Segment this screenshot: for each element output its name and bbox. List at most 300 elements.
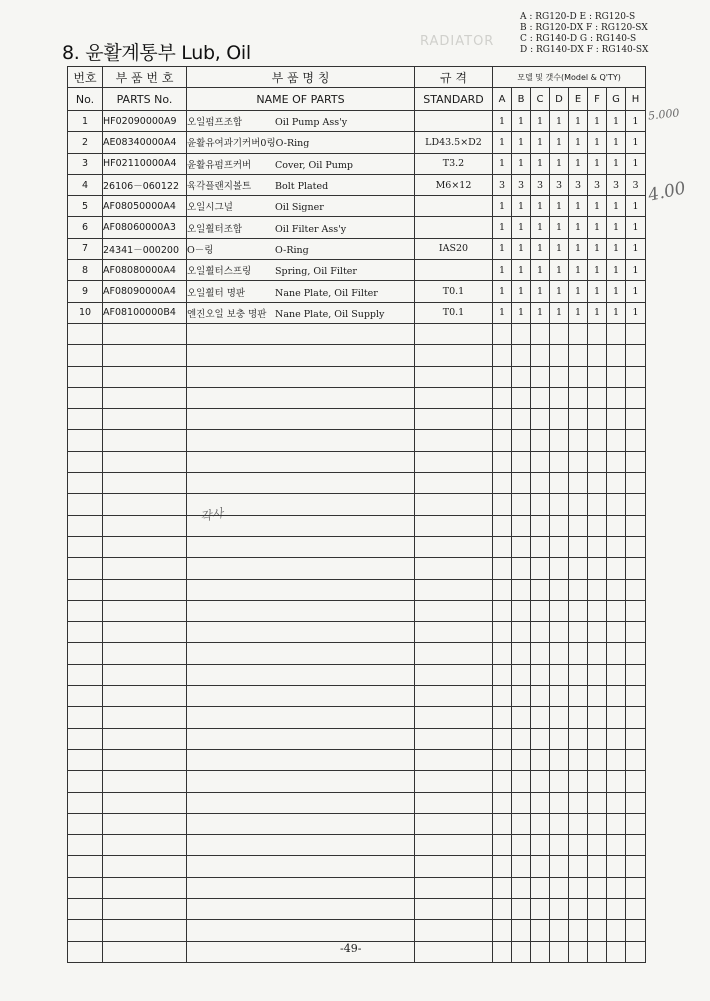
- qty-cell: 1: [569, 153, 588, 174]
- qty-cell: 1: [512, 196, 531, 217]
- empty-cell: [415, 494, 493, 515]
- empty-cell: [550, 600, 569, 621]
- empty-cell: [588, 409, 607, 430]
- table-row: [68, 174, 646, 195]
- empty-cell: [493, 622, 512, 643]
- qty-cell: 1: [607, 281, 626, 302]
- empty-cell: [512, 409, 531, 430]
- empty-cell: [607, 686, 626, 707]
- header-name-en: NAME OF PARTS: [187, 88, 415, 111]
- qty-cell: 3: [607, 174, 626, 195]
- empty-cell: [68, 643, 103, 664]
- part-name: [187, 111, 415, 132]
- empty-cell: [531, 728, 550, 749]
- qty-cell: 1: [531, 153, 550, 174]
- empty-cell: [187, 813, 415, 834]
- empty-cell: [512, 515, 531, 536]
- empty-cell: [607, 771, 626, 792]
- empty-cell: [588, 323, 607, 344]
- empty-cell: [626, 345, 646, 366]
- empty-cell: [415, 835, 493, 856]
- empty-table-row: [68, 473, 646, 494]
- empty-cell: [607, 877, 626, 898]
- empty-cell: [588, 600, 607, 621]
- empty-cell: [588, 558, 607, 579]
- empty-cell: [588, 664, 607, 685]
- empty-cell: [531, 536, 550, 557]
- empty-table-row: [68, 792, 646, 813]
- empty-cell: [588, 749, 607, 770]
- model-col-e: E: [569, 88, 588, 111]
- empty-cell: [588, 494, 607, 515]
- empty-cell: [493, 451, 512, 472]
- empty-cell: [626, 941, 646, 962]
- empty-cell: [550, 877, 569, 898]
- empty-cell: [569, 600, 588, 621]
- empty-cell: [550, 686, 569, 707]
- empty-cell: [68, 941, 103, 962]
- part-name: [187, 302, 415, 323]
- empty-table-row: [68, 579, 646, 600]
- empty-cell: [550, 835, 569, 856]
- header-standard-en: STANDARD: [415, 88, 493, 111]
- empty-cell: [493, 877, 512, 898]
- legend-line: C : RG140-D G : RG140-S: [520, 34, 637, 44]
- empty-cell: [68, 600, 103, 621]
- empty-cell: [607, 622, 626, 643]
- qty-cell: 1: [626, 217, 646, 238]
- empty-cell: [493, 430, 512, 451]
- qty-cell: 1: [550, 132, 569, 153]
- qty-cell: 1: [550, 302, 569, 323]
- model-col-d: D: [550, 88, 569, 111]
- empty-cell: [103, 707, 187, 728]
- empty-cell: [607, 643, 626, 664]
- qty-cell: 1: [550, 217, 569, 238]
- empty-cell: [415, 771, 493, 792]
- empty-cell: [512, 856, 531, 877]
- empty-cell: [626, 771, 646, 792]
- empty-cell: [187, 451, 415, 472]
- empty-cell: [607, 856, 626, 877]
- empty-cell: [588, 643, 607, 664]
- empty-cell: [187, 600, 415, 621]
- empty-cell: [626, 430, 646, 451]
- empty-cell: [493, 366, 512, 387]
- table-row: [68, 302, 646, 323]
- empty-cell: [626, 686, 646, 707]
- model-col-c: C: [531, 88, 550, 111]
- empty-cell: [493, 898, 512, 919]
- empty-cell: [415, 323, 493, 344]
- empty-cell: [569, 409, 588, 430]
- empty-cell: [626, 558, 646, 579]
- qty-cell: 1: [626, 260, 646, 281]
- row-number: 4: [68, 174, 103, 195]
- empty-cell: [103, 813, 187, 834]
- empty-cell: [68, 898, 103, 919]
- empty-cell: [550, 409, 569, 430]
- empty-cell: [550, 536, 569, 557]
- empty-cell: [103, 323, 187, 344]
- qty-cell: 3: [550, 174, 569, 195]
- qty-cell: 1: [550, 238, 569, 259]
- empty-cell: [187, 323, 415, 344]
- part-standard: [415, 217, 493, 238]
- empty-cell: [187, 558, 415, 579]
- empty-cell: [531, 323, 550, 344]
- empty-table-row: [68, 771, 646, 792]
- empty-cell: [550, 643, 569, 664]
- row-number: 6: [68, 217, 103, 238]
- empty-cell: [626, 835, 646, 856]
- part-number: HF02090000A9: [103, 111, 187, 132]
- part-name: [187, 174, 415, 195]
- empty-cell: [569, 345, 588, 366]
- empty-cell: [187, 643, 415, 664]
- empty-cell: [187, 749, 415, 770]
- table-row: [68, 238, 646, 259]
- empty-cell: [588, 430, 607, 451]
- empty-cell: [415, 856, 493, 877]
- empty-cell: [187, 792, 415, 813]
- empty-table-row: [68, 686, 646, 707]
- empty-cell: [550, 558, 569, 579]
- empty-cell: [68, 409, 103, 430]
- empty-cell: [415, 579, 493, 600]
- empty-cell: [588, 345, 607, 366]
- qty-cell: 1: [626, 132, 646, 153]
- part-number: AF08100000B4: [103, 302, 187, 323]
- empty-cell: [493, 473, 512, 494]
- empty-cell: [512, 451, 531, 472]
- row-number: 3: [68, 153, 103, 174]
- empty-cell: [531, 920, 550, 941]
- empty-cell: [103, 877, 187, 898]
- part-name: [187, 132, 415, 153]
- empty-cell: [68, 387, 103, 408]
- empty-cell: [512, 494, 531, 515]
- empty-cell: [607, 835, 626, 856]
- table-row: [68, 153, 646, 174]
- qty-cell: 1: [626, 153, 646, 174]
- empty-cell: [512, 664, 531, 685]
- empty-cell: [103, 664, 187, 685]
- empty-cell: [415, 749, 493, 770]
- qty-cell: 1: [512, 281, 531, 302]
- qty-cell: 1: [550, 196, 569, 217]
- empty-cell: [415, 366, 493, 387]
- qty-cell: 1: [531, 196, 550, 217]
- empty-cell: [607, 409, 626, 430]
- qty-cell: 1: [626, 196, 646, 217]
- model-col-a: A: [493, 88, 512, 111]
- empty-table-row: [68, 323, 646, 344]
- empty-cell: [550, 494, 569, 515]
- part-name: [187, 217, 415, 238]
- part-number: AE08340000A4: [103, 132, 187, 153]
- qty-cell: 1: [512, 302, 531, 323]
- qty-cell: 3: [493, 174, 512, 195]
- empty-cell: [626, 536, 646, 557]
- empty-cell: [68, 515, 103, 536]
- empty-cell: [531, 643, 550, 664]
- empty-cell: [588, 792, 607, 813]
- empty-cell: [103, 494, 187, 515]
- empty-cell: [187, 835, 415, 856]
- table-row: [68, 281, 646, 302]
- empty-cell: [493, 813, 512, 834]
- qty-cell: 1: [588, 217, 607, 238]
- empty-cell: [103, 345, 187, 366]
- empty-cell: [550, 366, 569, 387]
- qty-cell: 1: [607, 111, 626, 132]
- empty-cell: [187, 664, 415, 685]
- empty-cell: [550, 622, 569, 643]
- empty-cell: [569, 643, 588, 664]
- empty-cell: [569, 856, 588, 877]
- part-number: AF08060000A3: [103, 217, 187, 238]
- empty-cell: [569, 451, 588, 472]
- empty-cell: [512, 835, 531, 856]
- page-number: -49-: [340, 942, 362, 955]
- empty-cell: [607, 579, 626, 600]
- qty-cell: 1: [493, 196, 512, 217]
- qty-cell: 1: [512, 153, 531, 174]
- empty-cell: [569, 366, 588, 387]
- qty-cell: 1: [626, 111, 646, 132]
- qty-cell: 1: [588, 111, 607, 132]
- empty-table-row: [68, 451, 646, 472]
- empty-cell: [68, 664, 103, 685]
- handwritten-note: 4.00: [646, 178, 688, 206]
- empty-cell: [103, 771, 187, 792]
- empty-cell: [607, 430, 626, 451]
- qty-cell: 1: [626, 281, 646, 302]
- qty-cell: 1: [569, 196, 588, 217]
- empty-cell: [626, 643, 646, 664]
- empty-cell: [103, 536, 187, 557]
- qty-cell: 1: [550, 260, 569, 281]
- empty-cell: [607, 366, 626, 387]
- header-partno-ko: 부 품 번 호: [103, 67, 187, 88]
- empty-cell: [415, 451, 493, 472]
- empty-cell: [588, 941, 607, 962]
- part-name-en: Nane Plate, Oil Filter: [275, 287, 378, 299]
- empty-cell: [103, 366, 187, 387]
- part-name-en: Oil Filter Ass'y: [275, 223, 347, 235]
- row-number: 1: [68, 111, 103, 132]
- qty-cell: 1: [531, 260, 550, 281]
- empty-cell: [626, 813, 646, 834]
- part-number: 24341－000200: [103, 238, 187, 259]
- qty-cell: 3: [569, 174, 588, 195]
- empty-cell: [68, 494, 103, 515]
- empty-cell: [607, 536, 626, 557]
- empty-cell: [569, 835, 588, 856]
- empty-cell: [103, 579, 187, 600]
- empty-cell: [187, 345, 415, 366]
- qty-cell: 1: [588, 302, 607, 323]
- part-name: [187, 196, 415, 217]
- empty-cell: [626, 323, 646, 344]
- part-name-ko: 오일휠터조합: [187, 223, 243, 235]
- empty-cell: [187, 707, 415, 728]
- empty-cell: [415, 813, 493, 834]
- empty-table-row: [68, 749, 646, 770]
- qty-cell: 1: [550, 281, 569, 302]
- empty-cell: [531, 366, 550, 387]
- empty-cell: [415, 792, 493, 813]
- empty-table-row: [68, 622, 646, 643]
- part-standard: T0.1: [415, 302, 493, 323]
- empty-cell: [68, 536, 103, 557]
- qty-cell: 1: [569, 281, 588, 302]
- table-row: [68, 132, 646, 153]
- part-name-en: O-Ring: [275, 138, 310, 150]
- qty-cell: 1: [550, 111, 569, 132]
- empty-cell: [68, 835, 103, 856]
- empty-cell: [103, 941, 187, 962]
- qty-cell: 1: [493, 302, 512, 323]
- empty-cell: [493, 323, 512, 344]
- qty-cell: 1: [588, 281, 607, 302]
- empty-cell: [531, 558, 550, 579]
- empty-cell: [626, 387, 646, 408]
- table-row: [68, 260, 646, 281]
- qty-cell: 1: [493, 260, 512, 281]
- empty-cell: [588, 707, 607, 728]
- empty-table-row: [68, 366, 646, 387]
- qty-cell: 1: [531, 302, 550, 323]
- empty-table-row: [68, 600, 646, 621]
- empty-cell: [588, 451, 607, 472]
- empty-cell: [550, 920, 569, 941]
- model-legend: [520, 12, 648, 56]
- part-name-en: Cover, Oil Pump: [275, 159, 353, 171]
- empty-cell: [569, 515, 588, 536]
- part-standard: M6×12: [415, 174, 493, 195]
- empty-cell: [512, 728, 531, 749]
- empty-cell: [415, 387, 493, 408]
- empty-cell: [512, 536, 531, 557]
- empty-cell: [415, 430, 493, 451]
- empty-cell: [531, 451, 550, 472]
- part-name-en: Bolt Plated: [275, 181, 329, 193]
- empty-cell: [531, 430, 550, 451]
- empty-cell: [512, 558, 531, 579]
- empty-table-row: [68, 664, 646, 685]
- qty-cell: 1: [607, 238, 626, 259]
- part-name: [187, 281, 415, 302]
- qty-cell: 1: [531, 111, 550, 132]
- empty-table-row: [68, 558, 646, 579]
- empty-cell: [588, 579, 607, 600]
- empty-cell: [588, 366, 607, 387]
- model-col-b: B: [512, 88, 531, 111]
- empty-cell: [68, 366, 103, 387]
- part-number: AF08080000A4: [103, 260, 187, 281]
- empty-cell: [550, 813, 569, 834]
- empty-cell: [626, 792, 646, 813]
- empty-cell: [415, 600, 493, 621]
- part-name: [187, 260, 415, 281]
- empty-cell: [68, 558, 103, 579]
- empty-cell: [415, 941, 493, 962]
- empty-cell: [626, 877, 646, 898]
- empty-cell: [103, 451, 187, 472]
- empty-cell: [531, 941, 550, 962]
- empty-cell: [68, 323, 103, 344]
- empty-cell: [626, 664, 646, 685]
- parts-table: [67, 66, 646, 963]
- empty-cell: [550, 579, 569, 600]
- qty-cell: 1: [569, 260, 588, 281]
- empty-cell: [588, 856, 607, 877]
- empty-cell: [569, 387, 588, 408]
- empty-cell: [187, 877, 415, 898]
- empty-cell: [512, 771, 531, 792]
- empty-cell: [68, 622, 103, 643]
- empty-cell: [187, 941, 415, 962]
- row-number: 10: [68, 302, 103, 323]
- empty-cell: [512, 749, 531, 770]
- empty-cell: [626, 515, 646, 536]
- qty-cell: 3: [531, 174, 550, 195]
- empty-cell: [626, 707, 646, 728]
- empty-cell: [493, 345, 512, 366]
- empty-cell: [531, 515, 550, 536]
- empty-cell: [607, 600, 626, 621]
- qty-cell: 1: [550, 153, 569, 174]
- empty-cell: [512, 387, 531, 408]
- qty-cell: 1: [588, 153, 607, 174]
- row-number: 5: [68, 196, 103, 217]
- empty-cell: [531, 622, 550, 643]
- empty-table-row: [68, 536, 646, 557]
- empty-cell: [415, 898, 493, 919]
- empty-cell: [531, 473, 550, 494]
- empty-cell: [68, 707, 103, 728]
- qty-cell: 1: [569, 111, 588, 132]
- empty-cell: [103, 622, 187, 643]
- handwritten-note: 5.000: [647, 106, 681, 123]
- empty-cell: [588, 473, 607, 494]
- empty-cell: [607, 387, 626, 408]
- empty-cell: [103, 515, 187, 536]
- empty-cell: [68, 430, 103, 451]
- empty-cell: [493, 941, 512, 962]
- empty-cell: [493, 536, 512, 557]
- empty-cell: [187, 622, 415, 643]
- empty-cell: [493, 494, 512, 515]
- part-standard: LD43.5×D2: [415, 132, 493, 153]
- empty-cell: [607, 473, 626, 494]
- empty-cell: [493, 515, 512, 536]
- empty-cell: [415, 643, 493, 664]
- empty-cell: [493, 600, 512, 621]
- empty-cell: [187, 536, 415, 557]
- qty-cell: 1: [493, 132, 512, 153]
- qty-cell: 1: [569, 217, 588, 238]
- qty-cell: 1: [588, 196, 607, 217]
- header-standard-ko: 규 격: [415, 67, 493, 88]
- qty-cell: 1: [493, 281, 512, 302]
- empty-cell: [415, 920, 493, 941]
- empty-cell: [607, 707, 626, 728]
- empty-cell: [569, 558, 588, 579]
- empty-cell: [569, 579, 588, 600]
